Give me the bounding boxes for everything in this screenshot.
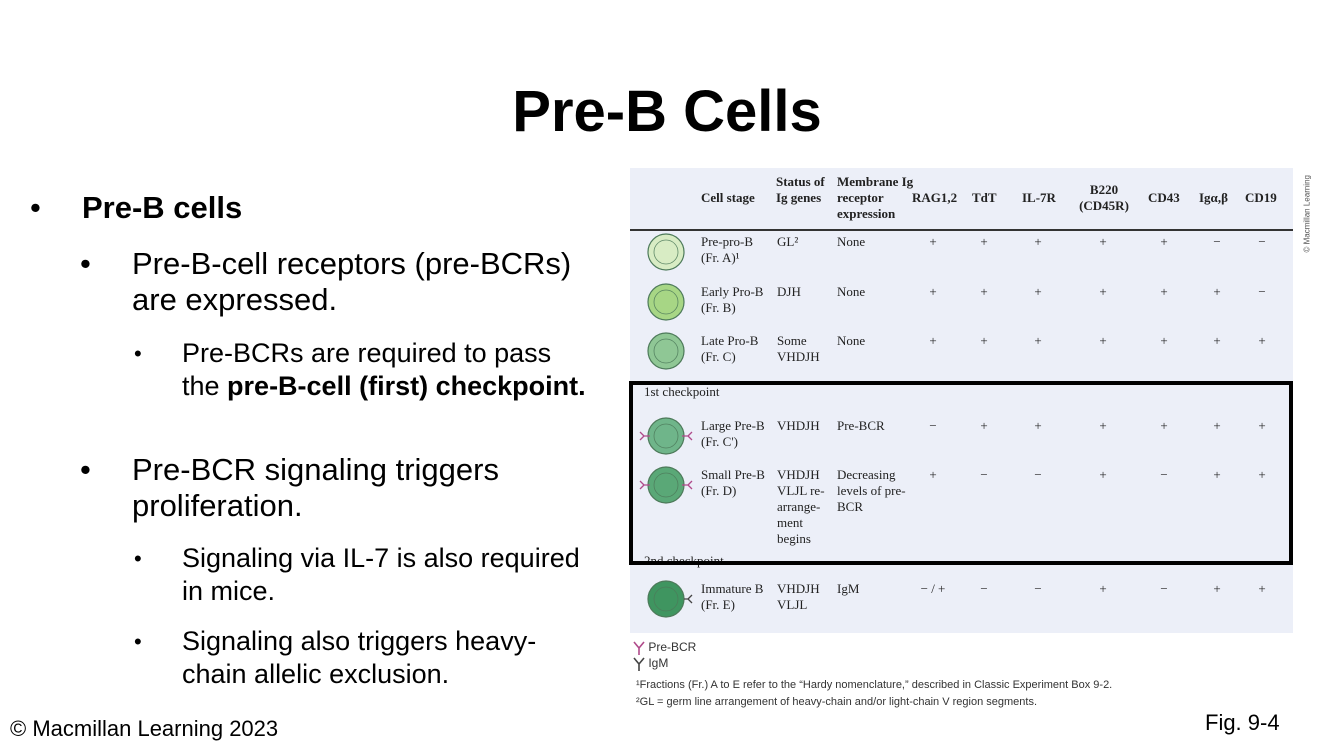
cell-marker: + <box>1160 418 1168 433</box>
cell-marker: + <box>1160 333 1168 348</box>
bullet-dot: • <box>80 246 91 281</box>
cell-icon <box>636 329 696 373</box>
table-row <box>630 333 1293 373</box>
header-cd43: CD43 <box>1148 190 1180 205</box>
bullet-pre-b-cells <box>30 190 242 226</box>
cell-marker: + <box>1099 467 1107 482</box>
prebcr-icon <box>633 641 645 655</box>
cell-marker: + <box>929 284 937 299</box>
cell-marker: + <box>929 333 937 348</box>
cell-marker: + <box>1099 333 1107 348</box>
cell-marker: + <box>1213 284 1221 299</box>
header-status-ig: Status of Ig genes <box>776 174 825 205</box>
cell-marker: + <box>1034 418 1042 433</box>
cell-marker: − <box>1258 284 1266 299</box>
cell-stage: Large Pre-B (Fr. C') <box>701 418 765 449</box>
bullet-il7 <box>130 542 590 608</box>
cell-status: VHDJH VLJL re-arrange-ment begins <box>777 467 825 546</box>
bullet-text: Pre-B cells <box>82 190 243 225</box>
header-il7r: IL-7R <box>1022 190 1056 205</box>
bullet-text: Signaling via IL-7 is also required in mice. <box>182 543 580 606</box>
checkpoint-2-label: 2nd checkpoint <box>644 553 724 568</box>
legend-prebcr: Pre-BCR <box>633 640 696 655</box>
cell-marker: − <box>1034 581 1042 596</box>
bullet-text: Signaling also triggers heavy-chain allelic exclusion. <box>182 626 537 689</box>
cell-stage: Pre-pro-B (Fr. A)¹ <box>701 234 753 265</box>
header-rag: RAG1,2 <box>912 190 958 205</box>
bullet-first-checkpoint <box>130 337 590 403</box>
header-membrane: Membrane Ig receptor expression <box>837 174 914 221</box>
legend-igm: IgM <box>633 656 668 671</box>
cell-marker: + <box>1213 467 1221 482</box>
side-credit: © Macmillan Learning <box>1302 175 1312 253</box>
cell-marker: + <box>1258 418 1266 433</box>
cell-status: VHDJH VLJL <box>777 581 820 612</box>
bullet-dot: • <box>30 190 41 225</box>
cell-status: VHDJH <box>777 418 820 433</box>
bullet-text: Pre-BCR signaling triggers proliferation. <box>132 452 499 523</box>
slide-title: Pre-B Cells <box>512 79 822 144</box>
cell-status: DJH <box>777 284 801 299</box>
checkpoint-highlight-box <box>629 381 1293 565</box>
bullet-text: Pre-BCRs are required to pass the pre-B-cell (first) checkpoint. <box>182 338 586 401</box>
header-tdt: TdT <box>972 190 997 205</box>
cell-marker: + <box>1213 333 1221 348</box>
cell-marker: + <box>1258 581 1266 596</box>
cell-icon <box>636 577 696 621</box>
copyright-notice: © Macmillan Learning 2023 <box>10 716 279 741</box>
header-cd19: CD19 <box>1245 190 1277 205</box>
table-row <box>630 581 1293 621</box>
cell-marker: − <box>1213 234 1221 249</box>
cell-marker: − / + <box>920 581 946 596</box>
cell-marker: + <box>1258 333 1266 348</box>
cell-marker: + <box>1160 284 1168 299</box>
cell-marker: − <box>1258 234 1266 249</box>
igm-icon <box>633 657 645 671</box>
cell-marker: + <box>1099 234 1107 249</box>
cell-icon <box>636 280 696 324</box>
header-rule <box>630 229 1293 231</box>
cell-marker: + <box>980 418 988 433</box>
cell-membrane: None <box>837 234 866 249</box>
bullet-dot: • <box>134 546 142 571</box>
bullet-allelic-exclusion <box>130 625 590 691</box>
cell-marker: + <box>1213 581 1221 596</box>
footnote-2: ²GL = germ line arrangement of heavy-chain and/or light-chain V region segments. <box>636 696 1038 708</box>
cell-marker: + <box>1099 418 1107 433</box>
cell-marker: + <box>980 234 988 249</box>
cell-marker: + <box>980 333 988 348</box>
cell-stage: Small Pre-B (Fr. D) <box>701 467 765 498</box>
bullet-dot: • <box>80 452 91 487</box>
cell-status: GL² <box>777 234 799 249</box>
cell-marker: + <box>1213 418 1221 433</box>
cell-marker: − <box>1034 467 1042 482</box>
header-b220: B220 (CD45R) <box>1079 182 1129 213</box>
cell-marker: + <box>1034 234 1042 249</box>
checkpoint-1-label: 1st checkpoint <box>644 384 720 399</box>
cell-stage: Late Pro-B (Fr. C) <box>701 333 759 364</box>
header-cell-stage: Cell stage <box>701 190 755 205</box>
cell-stage: Immature B (Fr. E) <box>701 581 764 612</box>
cell-marker: + <box>929 234 937 249</box>
cell-status: Some VHDJH <box>777 333 820 364</box>
cell-membrane: Pre-BCR <box>837 418 885 433</box>
cell-marker: + <box>980 284 988 299</box>
bullet-pre-bcr-expressed <box>80 246 580 318</box>
footnote-1: ¹Fractions (Fr.) A to E refer to the “Hardy nomenclature,” described in Classic Experiment Box 9-2. <box>636 679 1113 691</box>
bullet-proliferation <box>80 452 580 524</box>
cell-membrane: IgM <box>837 581 860 596</box>
cell-stage: Early Pro-B (Fr. B) <box>701 284 764 315</box>
cell-membrane: None <box>837 333 866 348</box>
cell-marker: + <box>1034 284 1042 299</box>
cell-marker: − <box>929 418 937 433</box>
cell-icon <box>636 230 696 274</box>
cell-marker: + <box>1099 284 1107 299</box>
cell-marker: + <box>929 467 937 482</box>
header-igab: Igα,β <box>1199 190 1228 205</box>
cell-membrane: None <box>837 284 866 299</box>
cell-marker: + <box>1099 581 1107 596</box>
bullet-bold-text: pre-B-cell (first) checkpoint. <box>227 371 586 401</box>
cell-marker: − <box>1160 467 1168 482</box>
cell-marker: − <box>980 467 988 482</box>
bullet-dot: • <box>134 341 142 366</box>
cell-membrane: Decreasing levels of pre-BCR <box>837 467 906 514</box>
cell-marker: − <box>980 581 988 596</box>
cell-marker: − <box>1160 581 1168 596</box>
table-row <box>630 284 1293 324</box>
bullet-text: Pre-B-cell receptors (pre-BCRs) are expressed. <box>132 246 572 317</box>
cell-marker: + <box>1034 333 1042 348</box>
cell-marker: + <box>1160 234 1168 249</box>
figure-label: Fig. 9-4 <box>1205 710 1280 735</box>
bullet-dot: • <box>134 629 142 654</box>
table-row <box>630 234 1293 274</box>
cell-marker: + <box>1258 467 1266 482</box>
